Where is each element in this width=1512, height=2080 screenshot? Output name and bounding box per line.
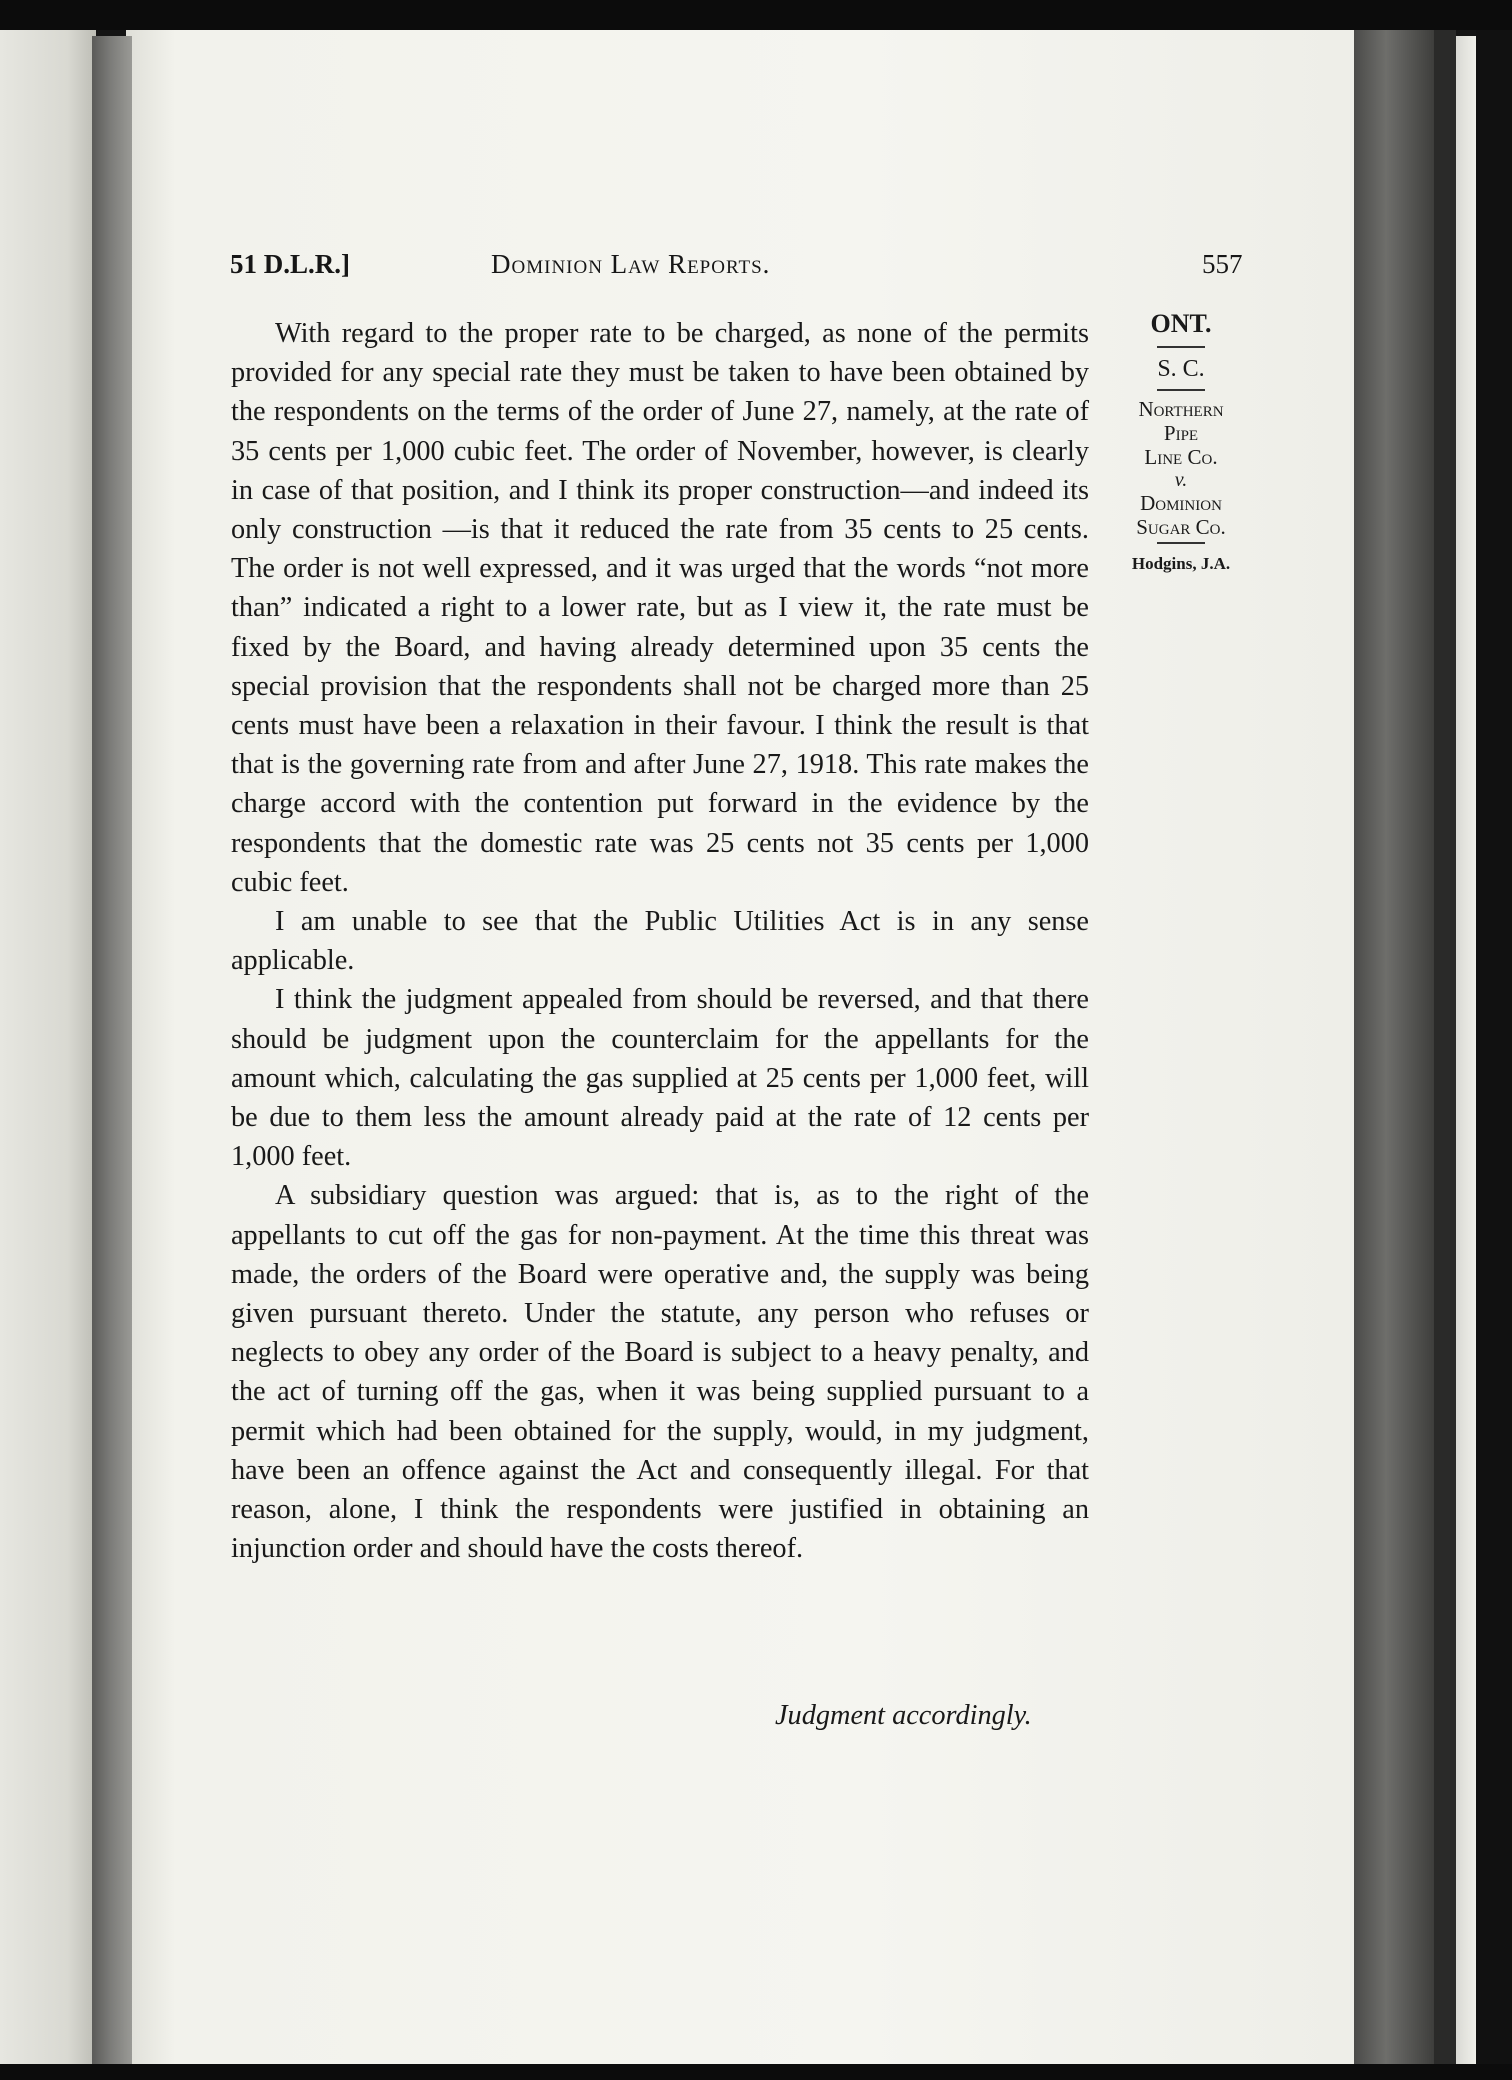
paragraph: With regard to the proper rate to be charged, as none of the permits provided for any special rate they must be taken to have been obtained by the respondents on the terms of the order of June 27, namely, at the rate of 35 cents per 1,000 cubic feet. The order of November, however, is clearly in case of that position, and I think its proper construction—and indeed its only construction —is that it reduced the rate from 35 cents to 25 cents. The order is not well expressed, and it was urged that the words “not more than” indicated a right to a lower rate, but as I view it, the rate must be fixed by the Board, and having already determined upon 35 cents the special provision that the respondents shall not be charged more than 25 cents must have been a relaxation in their favour. I think the result is that that is the governing rate from and after June 27, 1918. This rate makes the charge accord with the contention put forward in the evidence by the respondents that the domestic rate was 25 cents not 35 cents per 1,000 cubic feet. xyxy=(231,318,1089,898)
scan-top-border xyxy=(0,0,1512,30)
scan-dark-strip xyxy=(1434,30,1456,2064)
versus: v. xyxy=(1174,469,1188,491)
page-number: 557 xyxy=(1202,249,1243,279)
sidenote-rule xyxy=(1157,346,1205,348)
scan-bottom-border xyxy=(0,2064,1512,2080)
closing-judgment: Judgment accordingly. xyxy=(775,1700,1032,1731)
scan-right-border xyxy=(1476,30,1512,2064)
paragraph: I think the judgment appealed from should be reversed, and that there should be judgment upon the counterclaim for the appellants for the amount which, calculating the gas supplied at 25 cents per 1,000 feet, will be due to them less the amount already paid at the rate of 12 cents per 1,000 feet. xyxy=(231,984,1089,1173)
paragraph: A subsidiary question was argued: that is, as to the right of the appellants to cut off the gas for non-payment. At the time this threat was made, the orders of the Board were operative and, the supply was being given pursuant thereto. Under the statute, any person who refuses or neglects to obey any order of the Board is subject to a heavy penalty, and the act of turning off the gas, when it was being supplied pursuant to a permit which had been obtained for the supply, would, in my judgment, have been an offence against the Act and consequently illegal. For that reason, alone, I think the respondents were justified in obtaining an injunction order and should have the costs thereof. xyxy=(231,1180,1089,1565)
page-edge-shadow xyxy=(1354,30,1434,2064)
sidenote-rule xyxy=(1157,389,1205,391)
margin-sidenote xyxy=(1106,305,1256,578)
facing-page-edge xyxy=(0,30,96,2064)
paragraph: I am unable to see that the Public Utilities Act is in any sense applicable. xyxy=(231,906,1089,977)
court-division: S. C. xyxy=(1157,356,1205,382)
page-stack-edge xyxy=(1456,36,1476,2064)
sidenote-rule xyxy=(1157,542,1205,544)
judgment-text xyxy=(231,314,1089,1569)
running-head-volume: 51 D.L.R.] xyxy=(230,249,350,279)
book-gutter xyxy=(92,36,132,2064)
court-province: ONT. xyxy=(1150,309,1212,338)
plaintiff-name: Northern Pipe Line Co. xyxy=(1138,397,1224,469)
defendant-name: Dominion Sugar Co. xyxy=(1136,491,1226,539)
judge-name: Hodgins, J.A. xyxy=(1131,554,1231,573)
running-head-title: Dominion Law Reports. xyxy=(491,249,771,279)
